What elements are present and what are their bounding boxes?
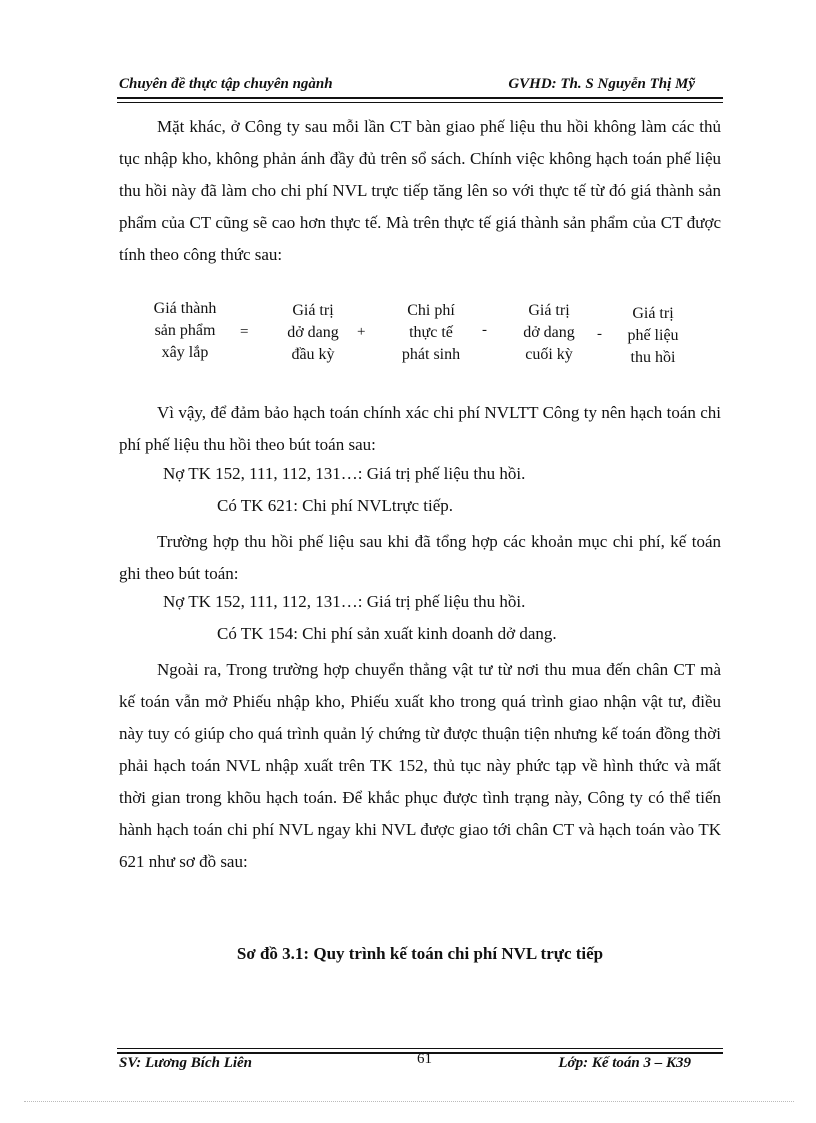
footer-student-name: SV: Lương Bích Liên xyxy=(119,1055,253,1071)
page-header xyxy=(117,72,725,96)
footer-rule-thin xyxy=(117,1048,723,1049)
formula-term-1-line-1: Giá thành xyxy=(153,300,217,317)
formula-term-4-line-3: cuối kỳ xyxy=(525,346,573,363)
paragraph-4: Ngoài ra, Trong trường hợp chuyển thẳng vật tư từ nơi thu mua đến chân CT mà kế toán vẫn mở Phiếu nhập kho, Phiếu xuất kho trong quá trình giao nhận vật tư, điều này tuy có giúp cho quá trình quản lý chứng từ được thuận tiện nhưng kế toán đồng thời phải hạch toán NVL nhập xuất trên TK 152, thủ tục này phức tạp về hình thức và mất thời gian trong khõu hạch toán. Để khắc phục được tình trạng này, Công ty có thể tiến hành hạch toán chi phí NVL ngay khi NVL được giao tới chân CT và hạch toán vào TK 621 như sơ đồ sau: xyxy=(119,660,721,871)
header-rule-thick xyxy=(117,97,723,99)
header-right-supervisor: GVHD: Th. S Nguyễn Thị Mỹ xyxy=(508,76,695,92)
formula-operator-minus-2: - xyxy=(597,326,602,342)
header-left-title: Chuyên đề thực tập chuyên ngành xyxy=(119,76,333,92)
entry-1-debit: Nợ TK 152, 111, 112, 131…: Giá trị phế liệu thu hồi. xyxy=(163,464,526,483)
page-number: 61 xyxy=(417,1051,432,1067)
paragraph-2: Vì vậy, để đảm bảo hạch toán chính xác chi phí NVLTT Công ty nên hạch toán chi phí phế liệu thu hồi theo bút toán sau: xyxy=(119,403,721,454)
paragraph-3: Trường hợp thu hồi phế liệu sau khi đã tổng hợp các khoản mục chi phí, kế toán ghi theo bút toán: xyxy=(119,532,721,583)
entry-2-debit: Nợ TK 152, 111, 112, 131…: Giá trị phế liệu thu hồi. xyxy=(163,592,526,611)
formula-operator-equals: = xyxy=(240,324,249,340)
formula-term-4-line-1: Giá trị xyxy=(528,302,570,319)
formula-term-5-line-3: thu hồi xyxy=(630,349,676,366)
paragraph-1-block xyxy=(119,111,721,271)
entry-1-credit: Có TK 621: Chi phí NVLtrực tiếp. xyxy=(217,496,454,515)
formula-term-1 xyxy=(137,298,233,364)
page-footer xyxy=(117,1051,723,1075)
paragraph-1: Mặt khác, ở Công ty sau mỗi lần CT bàn giao phế liệu thu hồi không làm các thủ tục nhập kho, không phản ánh đầy đủ trên sổ sách. Chính việc không hạch toán phế liệu thu hồi này đã làm cho chi phí NVL trực tiếp tăng lên so với thực tế từ đó giá thành sản phẩm của CT cũng sẽ cao hơn thực tế. Mà trên thực tế giá thành sản phẩm của CT được tính theo công thức sau: xyxy=(119,117,721,264)
formula-operator-minus-1: - xyxy=(482,322,487,338)
formula-term-3-line-3: phát sinh xyxy=(401,346,461,363)
paragraph-4-block xyxy=(119,654,721,878)
paragraph-2-block xyxy=(119,397,721,461)
formula-term-5 xyxy=(611,303,695,369)
diagram-title: Sơ đồ 3.1: Quy trình kế toán chi phí NVL trực tiếp xyxy=(236,944,604,963)
formula-term-2-line-3: đầu kỳ xyxy=(291,346,335,363)
formula-term-3 xyxy=(389,300,473,366)
formula-term-3-line-2: thực tế xyxy=(409,324,453,341)
formula-term-2-line-1: Giá trị xyxy=(292,302,334,319)
formula-operator-plus: + xyxy=(357,324,366,340)
paragraph-3-block xyxy=(119,526,721,590)
formula-term-5-line-2: phế liệu xyxy=(627,327,679,344)
formula-term-2 xyxy=(271,300,355,366)
entry-2-credit: Có TK 154: Chi phí sản xuất kinh doanh dở dang. xyxy=(217,624,557,643)
formula-term-2-line-2: dở dang xyxy=(287,324,339,341)
page-bottom-dotted-line xyxy=(24,1101,794,1102)
cost-formula xyxy=(119,298,721,378)
formula-term-1-line-2: sản phẩm xyxy=(154,322,216,339)
header-rule-thin xyxy=(117,102,723,103)
formula-term-3-line-1: Chi phí xyxy=(407,302,455,319)
formula-term-5-line-1: Giá trị xyxy=(632,305,674,322)
footer-class: Lớp: Kế toán 3 – K39 xyxy=(558,1055,691,1071)
formula-term-4-line-2: dở dang xyxy=(523,324,575,341)
formula-term-4 xyxy=(507,300,591,366)
formula-term-1-line-3: xây lắp xyxy=(161,344,209,361)
